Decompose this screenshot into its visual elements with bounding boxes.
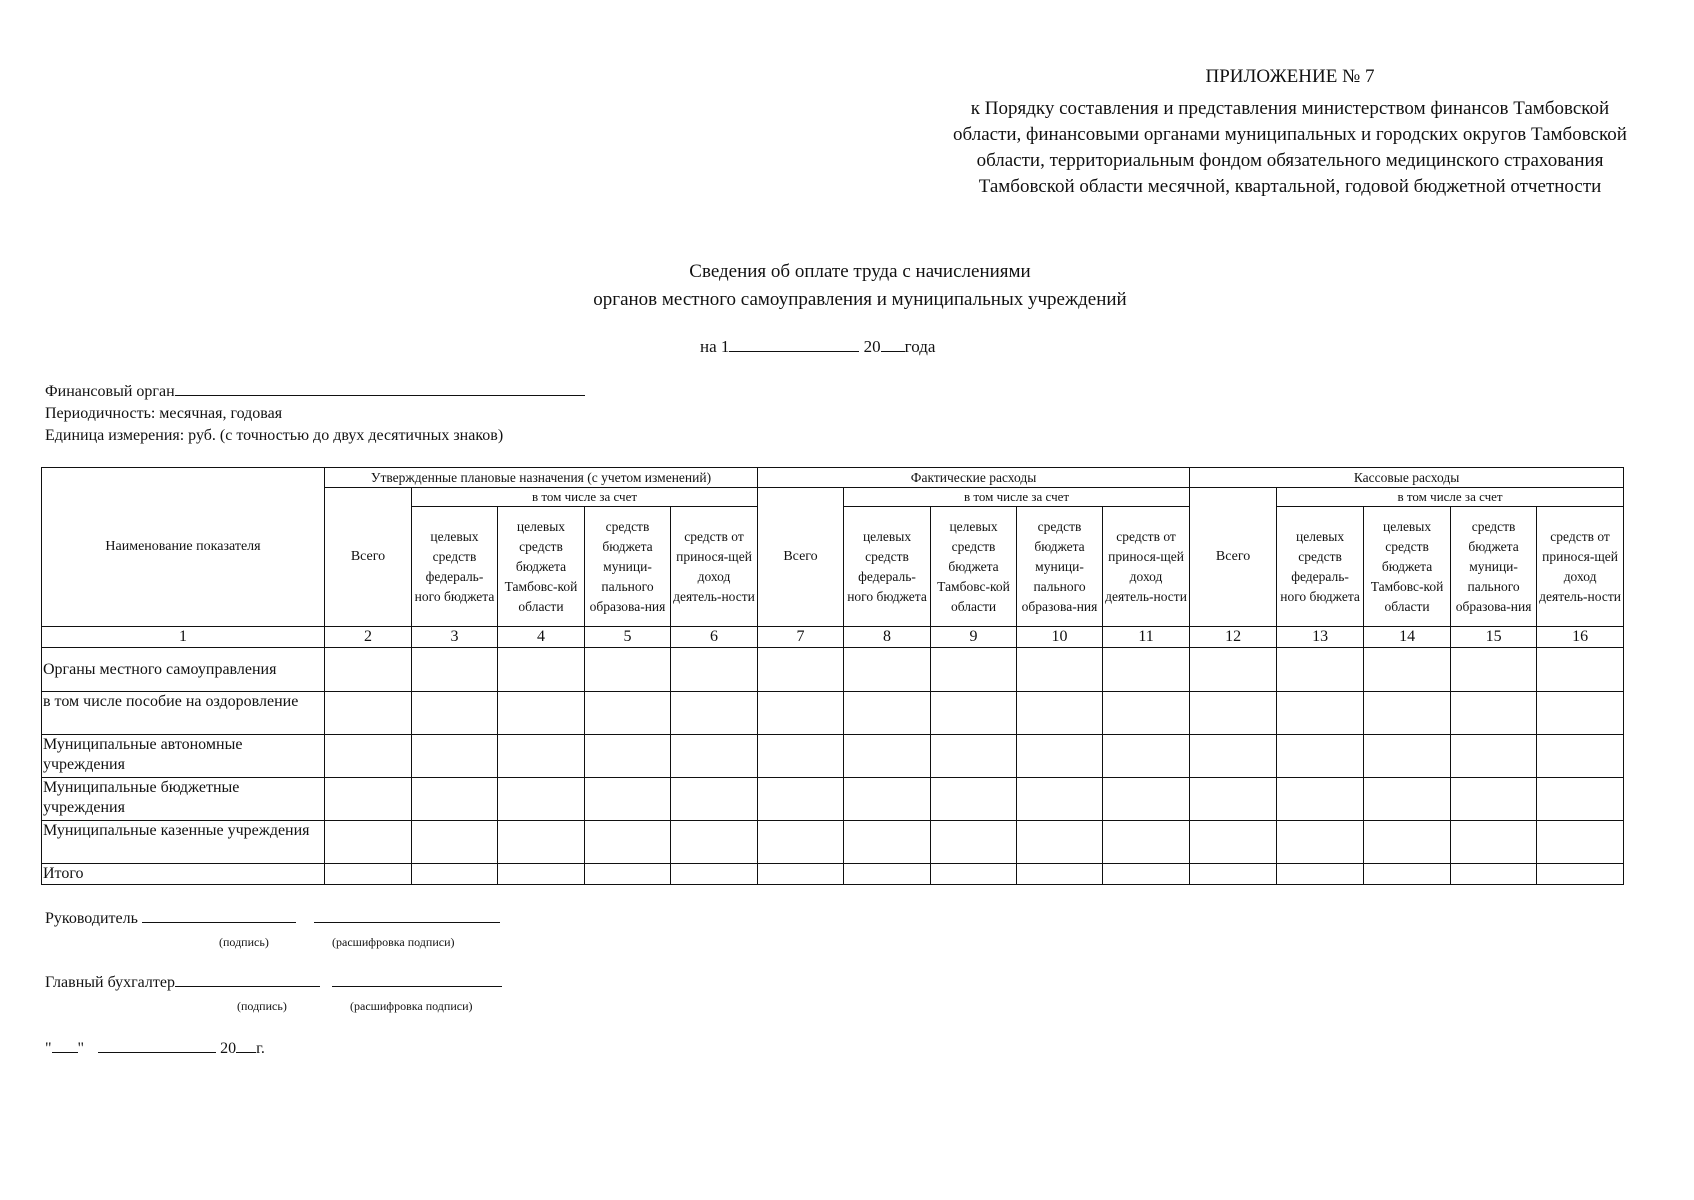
col-number: 13: [1277, 627, 1364, 648]
report-table: [41, 467, 1624, 885]
table-row: [42, 648, 1624, 692]
table-cell[interactable]: [1103, 864, 1190, 885]
head-decode-blank[interactable]: [314, 921, 500, 923]
table-cell[interactable]: [1451, 648, 1537, 692]
table-cell[interactable]: [1537, 735, 1624, 778]
table-cell[interactable]: [585, 821, 671, 864]
table-cell[interactable]: [498, 821, 585, 864]
row-label-total: Итого: [42, 864, 325, 885]
table-cell[interactable]: [1017, 648, 1103, 692]
table-cell[interactable]: [1017, 821, 1103, 864]
header-including-cash: в том числе за счет: [1277, 488, 1624, 507]
table-cell[interactable]: [325, 778, 412, 821]
date-day-month-blank[interactable]: [729, 350, 859, 352]
periodicity: Периодичность: месячная, годовая: [45, 405, 283, 422]
table-cell[interactable]: [325, 648, 412, 692]
table-cell[interactable]: [671, 735, 758, 778]
table-cell[interactable]: [1537, 692, 1624, 735]
table-cell[interactable]: [1364, 648, 1451, 692]
signature-year-suffix: г.: [256, 1040, 265, 1057]
appendix-block: [920, 66, 1660, 200]
col-number: 3: [412, 627, 498, 648]
header-municipal-cash: средств бюджета муници-пального образова-ния: [1451, 507, 1537, 627]
table-cell[interactable]: [1364, 821, 1451, 864]
table-cell[interactable]: [1277, 648, 1364, 692]
table-cell[interactable]: [1537, 648, 1624, 692]
header-including-actual: в том числе за счет: [844, 488, 1190, 507]
table-cell[interactable]: [325, 692, 412, 735]
table-cell[interactable]: [1277, 864, 1364, 885]
table-row: [42, 778, 1624, 821]
table-cell[interactable]: [1364, 692, 1451, 735]
table-cell[interactable]: [412, 821, 498, 864]
col-number: 7: [758, 627, 844, 648]
col-number: 10: [1017, 627, 1103, 648]
accountant-decode-caption: (расшифровка подписи): [350, 999, 473, 1013]
date-year-prefix: 20: [863, 337, 881, 356]
table-row: [42, 692, 1624, 735]
finance-body-line: [45, 383, 585, 401]
header-municipal-actual: средств бюджета муници-пального образова-ния: [1017, 507, 1103, 627]
accountant-decode-blank[interactable]: [332, 985, 502, 987]
accountant-signature-blank[interactable]: [175, 985, 320, 987]
header-municipal-planned: средств бюджета муници-пального образова-ния: [585, 507, 671, 627]
date-prefix: на 1: [700, 337, 730, 356]
header-federal-cash: целевых средств федераль-ного бюджета: [1277, 507, 1364, 627]
date-suffix: года: [904, 337, 936, 356]
report-date-line: [700, 337, 935, 357]
header-total-cash: Всего: [1190, 488, 1277, 627]
table-cell[interactable]: [585, 864, 671, 885]
header-regional-cash: целевых средств бюджета Тамбовс-кой области: [1364, 507, 1451, 627]
col-number: 16: [1537, 627, 1624, 648]
table-cell[interactable]: [1103, 821, 1190, 864]
col-number: 4: [498, 627, 585, 648]
header-total-planned: Всего: [325, 488, 412, 627]
table-row-total: [42, 864, 1624, 885]
header-indicator-name: Наименование показателя: [42, 468, 325, 627]
col-number: 6: [671, 627, 758, 648]
table-cell[interactable]: [1364, 778, 1451, 821]
table-cell[interactable]: [1277, 778, 1364, 821]
header-group-actual: Фактические расходы: [758, 468, 1190, 488]
table-cell[interactable]: [412, 864, 498, 885]
table-cell[interactable]: [1190, 778, 1277, 821]
table-cell[interactable]: [585, 692, 671, 735]
table-cell[interactable]: [844, 692, 931, 735]
table-cell[interactable]: [1190, 648, 1277, 692]
document-title-line2: органов местного самоуправления и муниципальных учреждений: [593, 289, 1127, 310]
table-cell[interactable]: [412, 735, 498, 778]
table-row: [42, 821, 1624, 864]
row-label-state-owned: Муниципальные казенные учреждения: [42, 821, 325, 864]
table-cell[interactable]: [931, 864, 1017, 885]
row-label-health-allowance: в том числе пособие на оздоровление: [42, 692, 325, 735]
col-number: 9: [931, 627, 1017, 648]
table-cell[interactable]: [931, 692, 1017, 735]
table-cell[interactable]: [844, 821, 931, 864]
appendix-title: ПРИЛОЖЕНИЕ № 7: [1205, 66, 1375, 87]
table-cell[interactable]: [931, 778, 1017, 821]
header-including-planned: в том числе за счет: [412, 488, 758, 507]
table-cell[interactable]: [1451, 864, 1537, 885]
header-total-actual: Всего: [758, 488, 844, 627]
col-number: 8: [844, 627, 931, 648]
table-cell[interactable]: [1103, 735, 1190, 778]
table-cell[interactable]: [412, 778, 498, 821]
table-cell[interactable]: [671, 821, 758, 864]
table-cell[interactable]: [1103, 778, 1190, 821]
accountant-signature-line: [45, 974, 502, 992]
table-cell[interactable]: [1190, 821, 1277, 864]
table-cell[interactable]: [1451, 821, 1537, 864]
table-cell[interactable]: [1017, 735, 1103, 778]
table-cell[interactable]: [1451, 735, 1537, 778]
table-cell[interactable]: [498, 692, 585, 735]
signature-day-blank[interactable]: [52, 1051, 78, 1053]
head-decode-caption: (расшифровка подписи): [332, 935, 455, 949]
table-cell[interactable]: [585, 648, 671, 692]
header-regional-actual: целевых средств бюджета Тамбовс-кой области: [931, 507, 1017, 627]
signature-month-blank[interactable]: [98, 1051, 216, 1053]
table-row: [42, 735, 1624, 778]
header-group-planned: Утвержденные плановые назначения (с учетом изменений): [325, 468, 758, 488]
date-close-quote: ": [77, 1040, 85, 1057]
date-year-blank[interactable]: [881, 350, 905, 352]
table-cell[interactable]: [412, 692, 498, 735]
table-cell[interactable]: [758, 735, 844, 778]
finance-body-blank[interactable]: [175, 394, 585, 396]
head-signature-blank[interactable]: [142, 921, 296, 923]
table-cell[interactable]: [1190, 864, 1277, 885]
table-cell[interactable]: [1017, 778, 1103, 821]
head-signature-caption: (подпись): [219, 935, 269, 949]
col-number: 15: [1451, 627, 1537, 648]
table-cell[interactable]: [1277, 821, 1364, 864]
finance-body-label: Финансовый орган: [45, 383, 175, 400]
unit-of-measure: Единица измерения: руб. (с точностью до двух десятичных знаков): [45, 427, 504, 444]
signature-year-prefix: 20: [220, 1040, 237, 1057]
table-cell[interactable]: [931, 648, 1017, 692]
header-income-actual: средств от принося-щей доход деятель-ности: [1103, 507, 1190, 627]
row-label-autonomous: Муниципальные автономные учреждения: [42, 735, 325, 778]
table-cell[interactable]: [1537, 821, 1624, 864]
table-cell[interactable]: [325, 864, 412, 885]
col-number: 14: [1364, 627, 1451, 648]
header-income-cash: средств от принося-щей доход деятель-ности: [1537, 507, 1624, 627]
table-cell[interactable]: [844, 735, 931, 778]
accountant-signature-caption: (подпись): [237, 999, 287, 1013]
table-cell[interactable]: [758, 692, 844, 735]
table-cell[interactable]: [1451, 692, 1537, 735]
header-group-cash: Кассовые расходы: [1190, 468, 1624, 488]
table-cell[interactable]: [758, 821, 844, 864]
table-cell[interactable]: [498, 778, 585, 821]
table-cell[interactable]: [585, 778, 671, 821]
header-federal-actual: целевых средств федераль-ного бюджета: [844, 507, 931, 627]
table-cell[interactable]: [931, 735, 1017, 778]
table-cell[interactable]: [758, 648, 844, 692]
signature-date-line: [45, 1040, 265, 1058]
accountant-label: Главный бухгалтер: [45, 974, 175, 991]
table-cell[interactable]: [1277, 735, 1364, 778]
table-cell[interactable]: [671, 864, 758, 885]
header-income-planned: средств от принося-щей доход деятель-ности: [671, 507, 758, 627]
table-cell[interactable]: [325, 735, 412, 778]
table-cell[interactable]: [1103, 648, 1190, 692]
document-title-line1: Сведения об оплате труда с начислениями: [689, 261, 1031, 282]
col-number: 1: [42, 627, 325, 648]
table-cell[interactable]: [1364, 864, 1451, 885]
table-cell[interactable]: [1190, 692, 1277, 735]
col-number: 11: [1103, 627, 1190, 648]
table-cell[interactable]: [844, 648, 931, 692]
table-cell[interactable]: [1017, 692, 1103, 735]
row-label-local-government: Органы местного самоуправления: [42, 648, 325, 692]
table-cell[interactable]: [758, 778, 844, 821]
table-cell[interactable]: [931, 821, 1017, 864]
column-number-row: [42, 627, 1624, 648]
document-title: [420, 258, 1300, 314]
table-cell[interactable]: [498, 864, 585, 885]
head-signature-line: [45, 910, 500, 928]
col-number: 12: [1190, 627, 1277, 648]
head-label: Руководитель: [45, 910, 138, 927]
table-cell[interactable]: [585, 735, 671, 778]
table-cell[interactable]: [1537, 778, 1624, 821]
row-label-budgetary: Муниципальные бюджетные учреждения: [42, 778, 325, 821]
signature-year-blank[interactable]: [236, 1051, 256, 1053]
header-federal-planned: целевых средств федераль-ного бюджета: [412, 507, 498, 627]
table-cell[interactable]: [498, 735, 585, 778]
table-cell[interactable]: [1537, 864, 1624, 885]
table-cell[interactable]: [844, 778, 931, 821]
table-cell[interactable]: [498, 648, 585, 692]
table-cell[interactable]: [671, 692, 758, 735]
table-cell[interactable]: [412, 648, 498, 692]
col-number: 2: [325, 627, 412, 648]
table-cell[interactable]: [758, 864, 844, 885]
header-regional-planned: целевых средств бюджета Тамбовс-кой области: [498, 507, 585, 627]
col-number: 5: [585, 627, 671, 648]
table-cell[interactable]: [1190, 735, 1277, 778]
table-cell[interactable]: [671, 648, 758, 692]
table-cell[interactable]: [1364, 735, 1451, 778]
table-cell[interactable]: [671, 778, 758, 821]
table-cell[interactable]: [325, 821, 412, 864]
appendix-text: к Порядку составления и представления министерством финансов Тамбовской области, финансовыми органами муниципальных и городских округов Тамбовской области, территориальным фондом обязательного медицинского страхования Тамбовской области месячной, квартальной, годовой бюджетной отчетности: [953, 98, 1627, 197]
table-cell[interactable]: [844, 864, 931, 885]
table-cell[interactable]: [1103, 692, 1190, 735]
table-cell[interactable]: [1277, 692, 1364, 735]
table-cell[interactable]: [1017, 864, 1103, 885]
date-open-quote: ": [45, 1040, 52, 1057]
table-cell[interactable]: [1451, 778, 1537, 821]
